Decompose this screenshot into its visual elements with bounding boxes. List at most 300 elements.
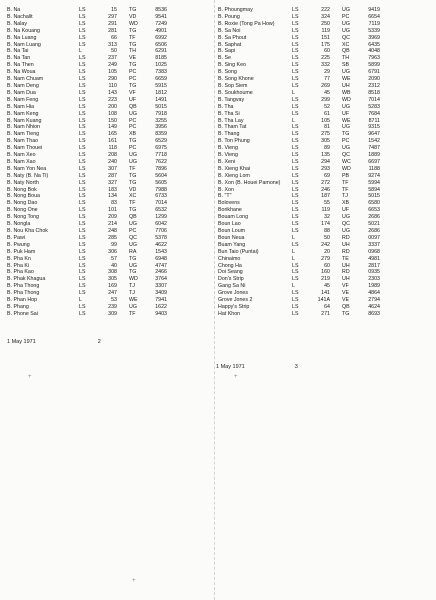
entry-category: LS: [79, 7, 86, 13]
entry-grid-coordinate: 7706: [155, 228, 167, 234]
entry-grid-coordinate: 5015: [368, 193, 380, 200]
entry-grid-zone: TG: [129, 179, 137, 186]
entry-site-number: 32: [324, 214, 330, 221]
entry-category: LS: [292, 138, 299, 145]
entry-site-number: 15: [111, 7, 117, 13]
entry-grid-zone: QC: [342, 221, 350, 228]
entry-grid-coordinate: 9541: [155, 13, 167, 20]
entry-name: B. Nam Luang: [7, 41, 41, 48]
entry-grid-zone: TJ: [129, 283, 135, 290]
entry-category: L: [79, 297, 82, 304]
entry-name: Bolovens: [218, 200, 240, 207]
entry-grid-zone: VF: [342, 283, 349, 290]
entry-grid-coordinate: 7941: [155, 297, 167, 304]
footer-date: 1 May 1971: [216, 364, 245, 370]
entry-grid-coordinate: 5899: [368, 62, 380, 69]
entry-name: B. Nam Dua: [7, 89, 36, 96]
entry-grid-coordinate: 6791: [368, 69, 380, 76]
entry-site-number: 53: [111, 297, 117, 304]
entry-category: LS: [292, 20, 299, 27]
entry-site-number: 279: [321, 255, 330, 262]
entry-category: LS: [292, 310, 299, 317]
entry-name: B. Nam Tieng: [7, 131, 40, 138]
entry-category: LS: [79, 269, 86, 276]
entry-category: LS: [79, 165, 86, 172]
entry-grid-zone: PC: [129, 76, 137, 83]
entry-grid-coordinate: 4624: [368, 303, 380, 310]
entry-category: LS: [79, 20, 86, 27]
entry-grid-zone: XB: [129, 131, 137, 138]
entry-grid-zone: QC: [342, 152, 350, 159]
entry-name: B. Xon (B. Houei Pamone): [218, 179, 281, 186]
list-item: [7, 193, 212, 200]
entry-name: B. Na: [7, 7, 21, 13]
list-item: [7, 14, 212, 21]
entry-name: B. Nam Thouei: [7, 145, 43, 152]
entry-grid-coordinate: 9315: [368, 124, 380, 131]
entry-name: B. Pha Ki: [7, 262, 30, 269]
entry-name: B. Saphat: [218, 41, 242, 48]
entry-site-number: 275: [321, 131, 330, 138]
entry-category: LS: [79, 131, 86, 138]
entry-name: B. Nam Kuang: [7, 117, 42, 124]
entry-grid-coordinate: 6948: [155, 255, 167, 262]
entry-category: LS: [292, 96, 299, 103]
entry-category: LS: [79, 255, 86, 262]
entry-category: L: [79, 48, 82, 55]
list-item: [7, 131, 212, 138]
entry-grid-coordinate: 3255: [155, 117, 167, 124]
entry-category: LS: [79, 13, 86, 20]
list-item: [7, 187, 212, 194]
entry-grid-zone: TG: [129, 255, 137, 262]
entry-grid-coordinate: 2686: [368, 214, 380, 221]
list-item: [218, 83, 431, 90]
entry-grid-zone: UG: [129, 303, 137, 310]
entry-grid-zone: UF: [129, 96, 137, 103]
entry-grid-zone: QB: [342, 303, 350, 310]
list-item: [218, 104, 431, 111]
entry-category: L: [292, 248, 295, 255]
entry-site-number: 134: [108, 193, 117, 200]
entry-grid-zone: UG: [342, 124, 350, 131]
list-item: [218, 152, 431, 159]
entry-site-number: 77: [324, 76, 330, 83]
entry-grid-coordinate: 5915: [155, 82, 167, 89]
entry-grid-coordinate: 8359: [155, 131, 167, 138]
entry-category: L: [292, 117, 295, 124]
entry-category: LS: [79, 89, 86, 96]
entry-name: Doi Seang: [218, 269, 243, 276]
entry-grid-coordinate: 3307: [155, 283, 167, 290]
entry-grid-coordinate: 7988: [155, 186, 167, 193]
entry-grid-zone: VD: [129, 186, 137, 193]
entry-grid-zone: PC: [342, 138, 350, 145]
entry-grid-coordinate: 7249: [155, 20, 167, 27]
entry-grid-coordinate: 4864: [368, 290, 380, 297]
list-item: [218, 304, 431, 311]
entry-site-number: 299: [321, 96, 330, 103]
entry-name: B. Nam Feng: [7, 96, 39, 103]
list-item: [7, 62, 212, 69]
entry-grid-coordinate: 5015: [155, 103, 167, 110]
entry-category: LS: [79, 262, 86, 269]
entry-name: B. Na Tan: [7, 55, 31, 62]
entry-category: LS: [292, 158, 299, 165]
entry-grid-zone: PC: [129, 69, 137, 76]
entry-grid-zone: RD: [342, 269, 350, 276]
entry-category: LS: [292, 221, 299, 228]
list-item: [7, 83, 212, 90]
entry-category: LS: [79, 62, 86, 69]
entry-name: Borikhane: [218, 207, 242, 214]
list-item: [218, 28, 431, 35]
entry-grid-coordinate: 7487: [368, 145, 380, 152]
entry-site-number: 20: [324, 248, 330, 255]
list-item: [7, 311, 212, 318]
entry-grid-coordinate: 7014: [155, 200, 167, 207]
entry-site-number: 175: [321, 41, 330, 48]
entry-site-number: 290: [108, 76, 117, 83]
entry-name: B. Pha Kn: [7, 255, 31, 262]
entry-name: B. Nong Dao: [7, 200, 38, 207]
list-item: [218, 69, 431, 76]
entry-name: Grove Jones 2: [218, 297, 253, 304]
entry-site-number: 52: [324, 103, 330, 110]
entry-site-number: 150: [108, 117, 117, 124]
entry-name: B. Naty North: [7, 179, 39, 186]
list-item: [218, 263, 431, 270]
entry-site-number: 105: [108, 69, 117, 76]
entry-grid-coordinate: 2090: [368, 76, 380, 83]
list-item: [218, 21, 431, 28]
entry-category: LS: [292, 131, 299, 138]
entry-category: LS: [292, 103, 299, 110]
entry-site-number: 60: [324, 48, 330, 55]
entry-site-number: 332: [321, 62, 330, 69]
entry-site-number: 64: [324, 303, 330, 310]
entry-name: B. Nam Xeo: [7, 152, 36, 159]
entry-site-number: 309: [108, 310, 117, 317]
page-number: 2: [97, 339, 101, 345]
entry-site-number: 169: [108, 283, 117, 290]
list-item: [218, 180, 431, 187]
entry-name: B. Sa Noi: [218, 27, 241, 34]
entry-name: B. Phak Khagua: [7, 276, 46, 283]
entry-category: LS: [79, 241, 86, 248]
list-item: [7, 55, 212, 62]
entry-category: LS: [292, 110, 299, 117]
entry-grid-zone: QC: [342, 34, 350, 41]
entry-grid-zone: UF: [342, 207, 350, 214]
entry-grid-coordinate: 7918: [155, 110, 167, 117]
entry-site-number: 119: [321, 207, 330, 214]
list-item: [7, 297, 212, 304]
entry-grid-coordinate: 6042: [155, 221, 167, 228]
entry-name: B. Nam Keng: [7, 110, 39, 117]
entry-site-number: 225: [321, 55, 330, 62]
entry-grid-coordinate: 5283: [368, 103, 380, 110]
list-item: [218, 124, 431, 131]
entry-name: B. Vieng: [218, 152, 238, 159]
entry-site-number: 242: [321, 241, 330, 248]
list-item: [218, 221, 431, 228]
entry-grid-coordinate: 8536: [155, 7, 167, 13]
list-item: [7, 118, 212, 125]
entry-category: LS: [292, 34, 299, 41]
entry-site-number: 141A: [317, 297, 330, 304]
entry-category: LS: [79, 124, 86, 131]
entry-name: B. Nam Hia: [7, 103, 35, 110]
entry-grid-zone: TG: [129, 269, 137, 276]
entry-site-number: 223: [108, 96, 117, 103]
entry-site-number: 50: [111, 48, 117, 55]
entry-grid-zone: WD: [129, 20, 138, 27]
entry-grid-coordinate: 4747: [155, 262, 167, 269]
entry-site-number: 308: [108, 269, 117, 276]
entry-grid-coordinate: 1542: [368, 138, 380, 145]
entry-name: B. Nam Yon Nea: [7, 165, 47, 172]
entry-grid-zone: WE: [342, 76, 351, 83]
list-item: [7, 76, 212, 83]
entry-name: Grove Jones: [218, 290, 249, 297]
entry-site-number: 222: [321, 7, 330, 13]
entry-category: LS: [79, 117, 86, 124]
entry-grid-zone: PC: [129, 117, 137, 124]
entry-grid-zone: TJ: [342, 193, 348, 200]
entry-grid-coordinate: 7896: [155, 165, 167, 172]
entry-name: B. Sop Siem: [218, 82, 248, 89]
entry-grid-coordinate: 1188: [368, 165, 380, 172]
entry-name: Chinaimo: [218, 255, 241, 262]
entry-site-number: 141: [321, 290, 330, 297]
entry-site-number: 200: [108, 103, 117, 110]
entry-grid-zone: UH: [342, 262, 350, 269]
entry-category: LS: [79, 96, 86, 103]
entry-grid-coordinate: 2303: [368, 276, 380, 283]
entry-grid-coordinate: 7684: [368, 110, 380, 117]
entry-name: B. Na Tai: [7, 48, 29, 55]
list-item: [7, 138, 212, 145]
entry-name: B. "T": [218, 193, 232, 200]
entry-category: LS: [292, 193, 299, 200]
entry-grid-coordinate: 6529: [155, 138, 167, 145]
entry-grid-coordinate: 6975: [155, 145, 167, 152]
registration-mark: +: [132, 578, 136, 584]
entry-site-number: 89: [324, 145, 330, 152]
list-item: [218, 131, 431, 138]
entry-grid-zone: UG: [129, 110, 137, 117]
entry-grid-zone: RD: [342, 248, 350, 255]
entry-category: L: [292, 89, 295, 96]
entry-name: B. Nam Deng: [7, 82, 39, 89]
list-item: [218, 311, 431, 318]
entry-grid-zone: SB: [342, 62, 350, 69]
entry-grid-coordinate: 3337: [368, 241, 380, 248]
list-item: [218, 35, 431, 42]
entry-grid-coordinate: 7718: [155, 152, 167, 159]
list-item: [7, 283, 212, 290]
entry-grid-zone: UG: [129, 241, 137, 248]
entry-category: LS: [292, 207, 299, 214]
entry-site-number: 108: [108, 110, 117, 117]
entry-grid-coordinate: 1025: [155, 62, 167, 69]
entry-grid-coordinate: 0097: [368, 234, 380, 241]
list-item: [218, 7, 431, 14]
entry-name: Buam Yang: [218, 241, 246, 248]
entry-grid-coordinate: 8693: [368, 310, 380, 317]
entry-category: LS: [79, 152, 86, 159]
entry-grid-zone: TH: [342, 55, 350, 62]
entry-grid-coordinate: 5378: [155, 234, 167, 241]
entry-name: B. Tha Lay: [218, 117, 244, 124]
list-item: [218, 166, 431, 173]
entry-grid-zone: XC: [342, 41, 350, 48]
entry-grid-zone: QB: [342, 48, 350, 55]
entry-name: B. Tha Si: [218, 110, 240, 117]
entry-grid-coordinate: 6992: [155, 34, 167, 41]
entry-grid-coordinate: 6697: [368, 158, 380, 165]
entry-grid-coordinate: 6291: [155, 48, 167, 55]
entry-category: LS: [79, 82, 86, 89]
entry-category: LS: [292, 179, 299, 186]
entry-site-number: 174: [321, 221, 330, 228]
list-item: [7, 111, 212, 118]
list-item: [7, 249, 212, 256]
entry-grid-zone: TG: [129, 172, 137, 179]
entry-category: LS: [292, 145, 299, 152]
entry-category: LS: [292, 262, 299, 269]
entry-grid-zone: QB: [129, 103, 137, 110]
entry-grid-coordinate: 5604: [155, 172, 167, 179]
entry-category: LS: [79, 179, 86, 186]
entry-site-number: 285: [108, 234, 117, 241]
entry-category: LS: [79, 310, 86, 317]
entry-grid-coordinate: 2466: [155, 269, 167, 276]
entry-grid-coordinate: 4981: [368, 255, 380, 262]
entry-grid-zone: UH: [342, 276, 350, 283]
entry-grid-coordinate: 6659: [155, 76, 167, 83]
entry-category: LS: [292, 41, 299, 48]
entry-name: B. Na Luang: [7, 34, 37, 41]
list-item: [7, 269, 212, 276]
entry-name: B. Tangvay: [218, 96, 245, 103]
entry-name: B. Xieng Khai: [218, 165, 251, 172]
entry-grid-coordinate: 9419: [368, 7, 380, 13]
entry-name: B. Xon: [218, 186, 234, 193]
entry-name: B. Sapi: [218, 48, 236, 55]
list-item: [218, 90, 431, 97]
entry-site-number: 305: [108, 276, 117, 283]
entry-grid-zone: TG: [129, 62, 137, 69]
entry-site-number: 246: [321, 186, 330, 193]
list-item: [7, 21, 212, 28]
entry-grid-zone: RD: [342, 234, 350, 241]
entry-grid-zone: TG: [342, 131, 350, 138]
entry-grid-coordinate: 6580: [368, 200, 380, 207]
list-item: [7, 200, 212, 207]
entry-name: B. Se: [218, 55, 231, 62]
entry-name: Chong Ha: [218, 262, 242, 269]
entry-site-number: 69: [324, 172, 330, 179]
entry-category: LS: [292, 69, 299, 76]
list-item: [7, 7, 212, 14]
entry-grid-zone: WD: [342, 96, 351, 103]
entry-grid-zone: RA: [129, 248, 137, 255]
registration-mark: +: [234, 374, 238, 380]
list-item: [7, 214, 212, 221]
entry-grid-zone: UG: [342, 27, 350, 34]
entry-category: LS: [79, 138, 86, 145]
entry-category: LS: [292, 13, 299, 20]
entry-name: B. Pha Thong: [7, 283, 40, 290]
list-item: [7, 304, 212, 311]
page-number: 3: [294, 364, 298, 370]
entry-grid-coordinate: 9403: [155, 310, 167, 317]
entry-grid-coordinate: 6654: [368, 13, 380, 20]
entry-grid-coordinate: 1299: [155, 214, 167, 221]
entry-name: B. Na Kouang: [7, 27, 40, 34]
entry-grid-coordinate: 1543: [155, 248, 167, 255]
entry-grid-coordinate: 6733: [155, 193, 167, 200]
entry-site-number: 143: [108, 89, 117, 96]
entry-category: LS: [79, 303, 86, 310]
entry-site-number: 99: [111, 241, 117, 248]
entry-category: LS: [79, 290, 86, 297]
entry-grid-zone: TH: [129, 48, 137, 55]
entry-category: LS: [292, 276, 299, 283]
list-item: [218, 138, 431, 145]
entry-category: LS: [79, 248, 86, 255]
entry-category: LS: [292, 214, 299, 221]
entry-category: LS: [292, 172, 299, 179]
list-item: [218, 14, 431, 21]
entry-grid-zone: WE: [129, 297, 138, 304]
entry-name: B. Xeni: [218, 158, 236, 165]
entry-site-number: 269: [321, 82, 330, 89]
entry-grid-zone: UG: [129, 158, 137, 165]
list-item: [218, 145, 431, 152]
entry-site-number: 45: [324, 89, 330, 96]
list-item: [7, 35, 212, 42]
entry-category: LS: [79, 172, 86, 179]
entry-grid-zone: TG: [129, 207, 137, 214]
footer-date: 1 May 1971: [7, 339, 36, 345]
entry-name: B. Tham Tat: [218, 124, 247, 131]
entry-name: B. Song: [218, 69, 237, 76]
entry-name: Boun Neua: [218, 234, 245, 241]
entry-grid-zone: WD: [342, 165, 351, 172]
entry-category: LS: [292, 290, 299, 297]
entry-grid-coordinate: 7014: [368, 96, 380, 103]
entry-site-number: 61: [324, 110, 330, 117]
list-item: [218, 290, 431, 297]
entry-grid-coordinate: 5021: [368, 221, 380, 228]
entry-site-number: 110: [108, 82, 117, 89]
entry-category: L: [292, 234, 295, 241]
entry-name: B. Thang: [218, 131, 240, 138]
entry-category: LS: [292, 297, 299, 304]
entry-category: LS: [292, 48, 299, 55]
entry-name: B. Ton Phung: [218, 138, 250, 145]
entry-site-number: 209: [108, 214, 117, 221]
entry-grid-coordinate: 8711: [368, 117, 380, 124]
entry-grid-zone: WB: [342, 89, 351, 96]
list-item: [218, 173, 431, 180]
entry-site-number: 294: [321, 158, 330, 165]
airfield-list-left: [7, 7, 212, 318]
list-item: [7, 159, 212, 166]
